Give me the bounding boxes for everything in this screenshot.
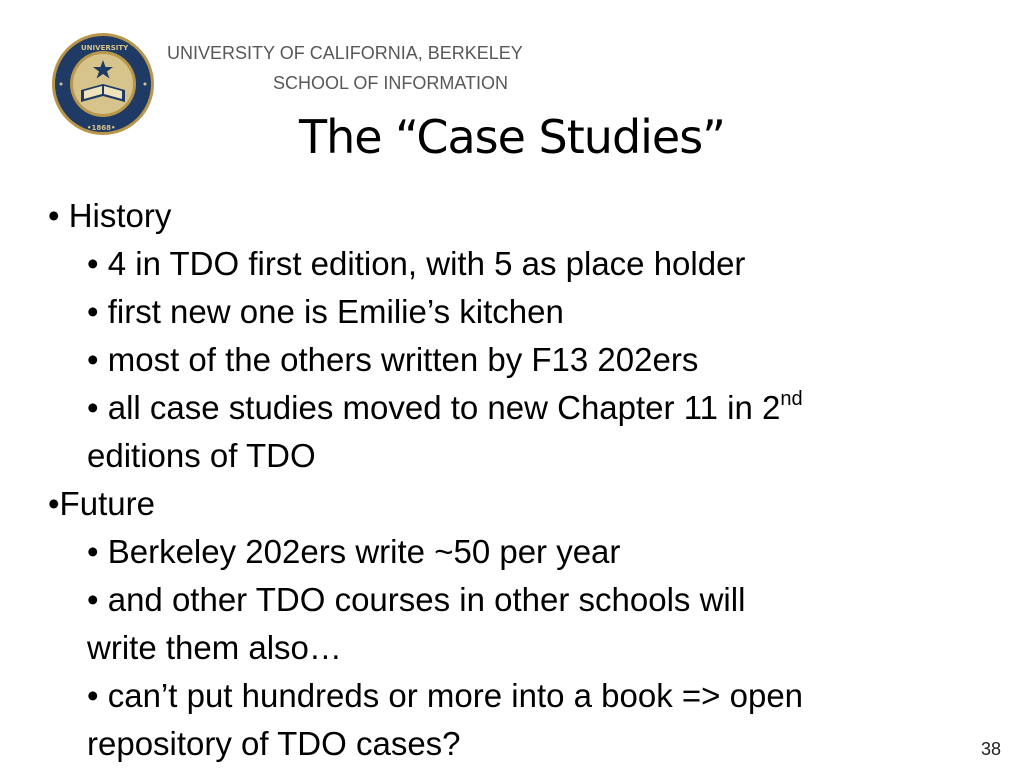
university-name: UNIVERSITY OF CALIFORNIA, BERKELEY	[167, 43, 523, 63]
history-heading: • History	[48, 197, 172, 234]
history-item-1: • 4 in TDO first edition, with 5 as place holder	[87, 245, 746, 282]
history-item-4-superscript: nd	[780, 388, 803, 410]
history-item-3: • most of the others written by F13 202ers	[87, 341, 699, 378]
history-item-2: • first new one is Emilie’s kitchen	[87, 293, 564, 330]
history-item-4-text: • all case studies moved to new Chapter 11 in 2	[87, 389, 781, 426]
school-name: SCHOOL OF INFORMATION	[273, 73, 509, 93]
future-item-3: • can’t put hundreds or more into a book => open	[87, 677, 804, 714]
future-heading: •Future	[48, 485, 155, 522]
future-item-3-continued: repository of TDO cases?	[87, 725, 461, 762]
page-number: 38	[980, 739, 1001, 759]
svg-text:•1868•: •1868•	[87, 124, 116, 132]
history-item-4-continued: editions of TDO	[87, 437, 316, 474]
history-item-4	[48, 384, 978, 432]
future-item-2: • and other TDO courses in other schools will	[87, 581, 746, 618]
svg-text:UNIVERSITY: UNIVERSITY	[81, 44, 129, 52]
future-item-1: • Berkeley 202ers write ~50 per year	[87, 533, 621, 570]
slide-title: The “Case Studies”	[298, 110, 726, 164]
slide-body	[48, 192, 978, 768]
future-item-2-continued: write them also…	[87, 629, 342, 666]
